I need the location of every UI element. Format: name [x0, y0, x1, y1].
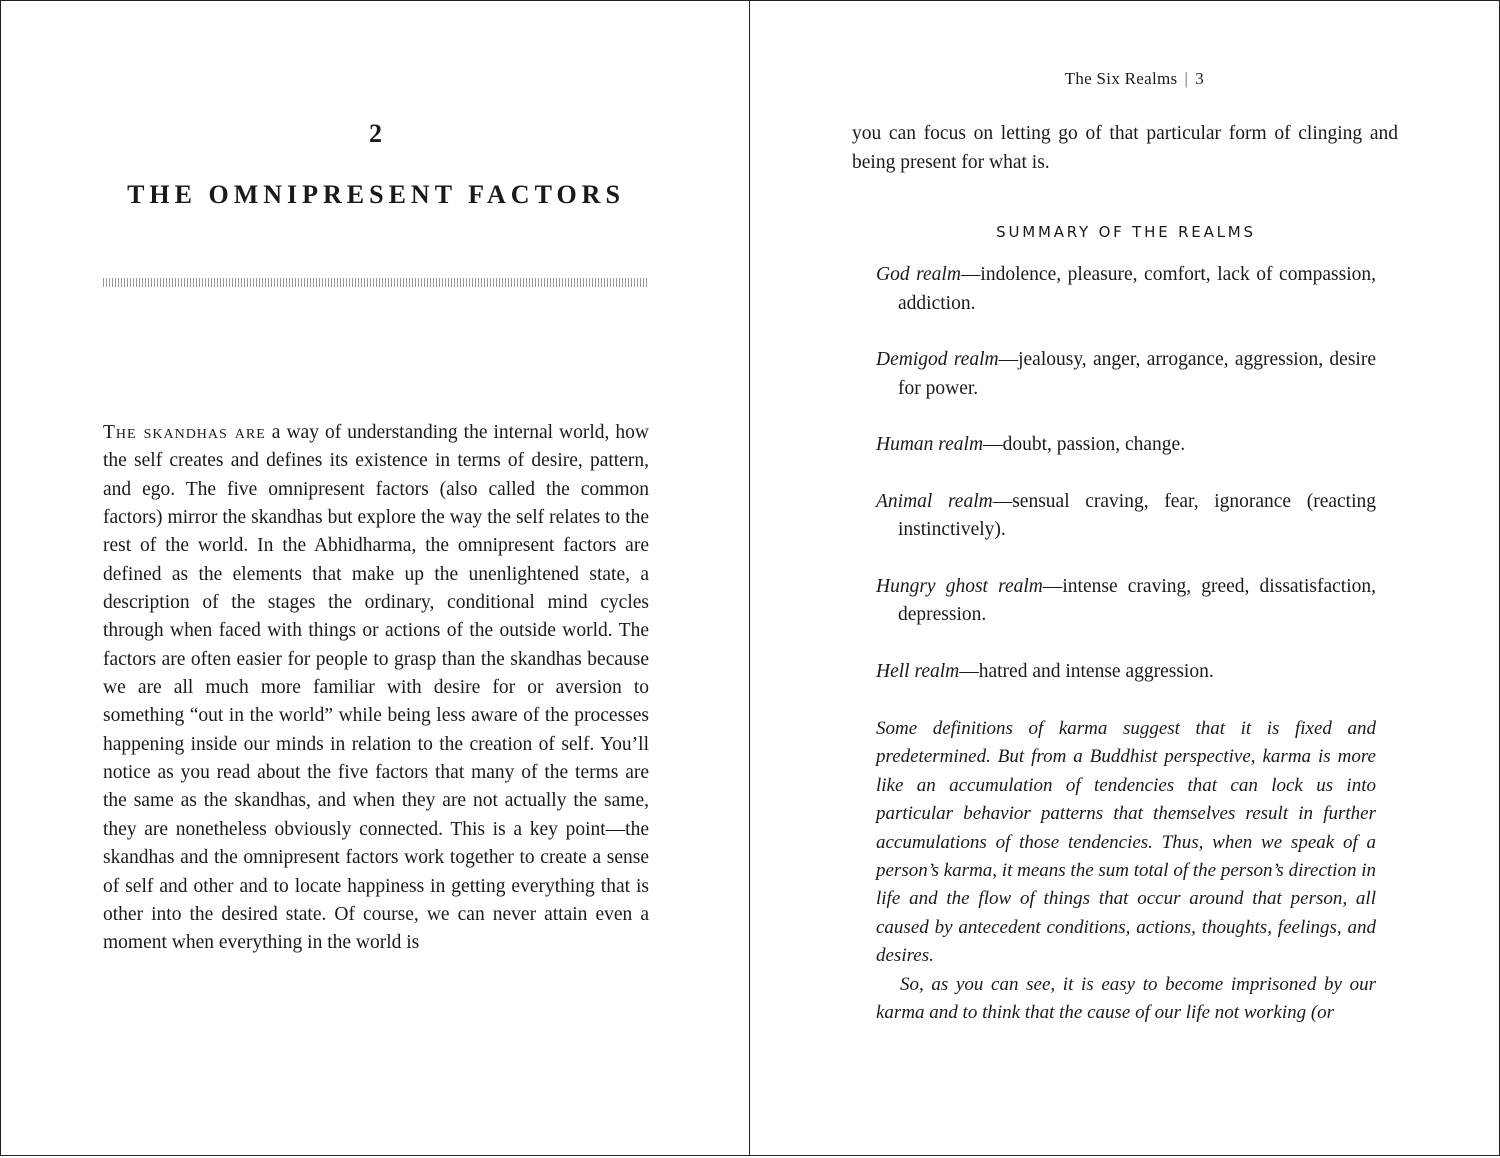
realm-description: —sensual craving, fear, ignorance (reacting instinctively). [898, 490, 1376, 540]
running-head-separator: | [1184, 69, 1189, 88]
realm-name: Demigod realm [876, 349, 999, 370]
commentary-paragraph: So, as you can see, it is easy to become imprisoned by our karma and to think that the cause of our life not working (or [876, 973, 1376, 1024]
realm-entry-hell [876, 658, 1376, 687]
running-head-title: The Six Realms [1064, 69, 1178, 88]
realm-list [876, 261, 1376, 714]
realm-name: God realm [876, 264, 961, 285]
continued-paragraph-text: you can focus on letting go of that particular form of clinging and being present for what is. [852, 123, 1398, 173]
chapter-number: 2 [369, 119, 383, 148]
continued-paragraph [852, 120, 1398, 177]
commentary-paragraph: Some definitions of karma suggest that it is fixed and predetermined. But from a Buddhist perspective, karma is more like an accumulation of tendencies that can lock us into particular behavior patterns that themselves result in further accumulations of those tendencies. Thus, when we speak of a person’s karma, it means the sum total of the person’s direction in life and the flow of things that occur around that person, all caused by antecedent conditions, actions, thoughts, feelings, and desires. [876, 718, 1376, 967]
chapter-title: THE OMNIPRESENT FACTORS [127, 180, 625, 209]
realm-description: —doubt, passion, change. [983, 434, 1186, 455]
realm-description: —indolence, pleasure, comfort, lack of compassion, addiction. [898, 264, 1376, 314]
realm-entry-demigod [876, 346, 1376, 403]
realm-name: Hell realm [876, 660, 960, 682]
realm-entry-god [876, 261, 1376, 318]
right-page [749, 0, 1500, 1156]
karma-commentary [876, 715, 1376, 1027]
realm-description: —intense craving, greed, dissatisfaction, depression. [898, 575, 1377, 625]
ornamental-rule [103, 278, 649, 287]
realm-entry-animal [876, 488, 1376, 545]
realm-entry-human [876, 431, 1376, 460]
body-paragraph [103, 419, 649, 958]
realm-description: —hatred and intense aggression. [959, 660, 1214, 682]
body-paragraph-text: a way of understanding the internal world, how the self creates and defines its existence in terms of desire, pattern, and ego. The five omnipresent factors (also called the common factors) mirror the skandhas but explore the way the self relates to the rest of the world. In the Abhidharma, the omnipresent factors are defined as the elements that make up the unenlightened state, a description of the stages the ordinary, conditional mind cycles through when faced with things or actions of the outside world. The factors are often easier for people to grasp than the skandhas because we are all much more familiar with desire for or aversion to something “out in the world” while being less aware of the processes happening inside our minds in relation to the creation of self. You’ll notice as you read about the five factors that many of the terms are the same as the skandhas, and when they are not actually the same, they are nonetheless obviously connected. This is a key point—the skandhas and the omnipresent factors work together to create a sense of self and other and to locate happiness in getting everything that is other into the desired state. Of course, we can never attain even a moment when everything in the world is [103, 422, 649, 954]
left-page [0, 0, 750, 1156]
section-heading: SUMMARY OF THE REALMS [996, 223, 1256, 241]
page-number: 3 [1195, 69, 1204, 88]
realm-description: —jealousy, anger, arrogance, aggression, desire for power. [898, 349, 1376, 399]
realm-name: Animal realm [876, 490, 993, 512]
running-head [1065, 69, 1204, 89]
chapter-body [103, 419, 649, 958]
realm-name: Human realm [876, 434, 984, 455]
realm-entry-hungry-ghost [876, 573, 1376, 630]
realm-name: Hungry ghost realm [876, 575, 1043, 597]
opening-words: The skandhas are [103, 422, 266, 443]
